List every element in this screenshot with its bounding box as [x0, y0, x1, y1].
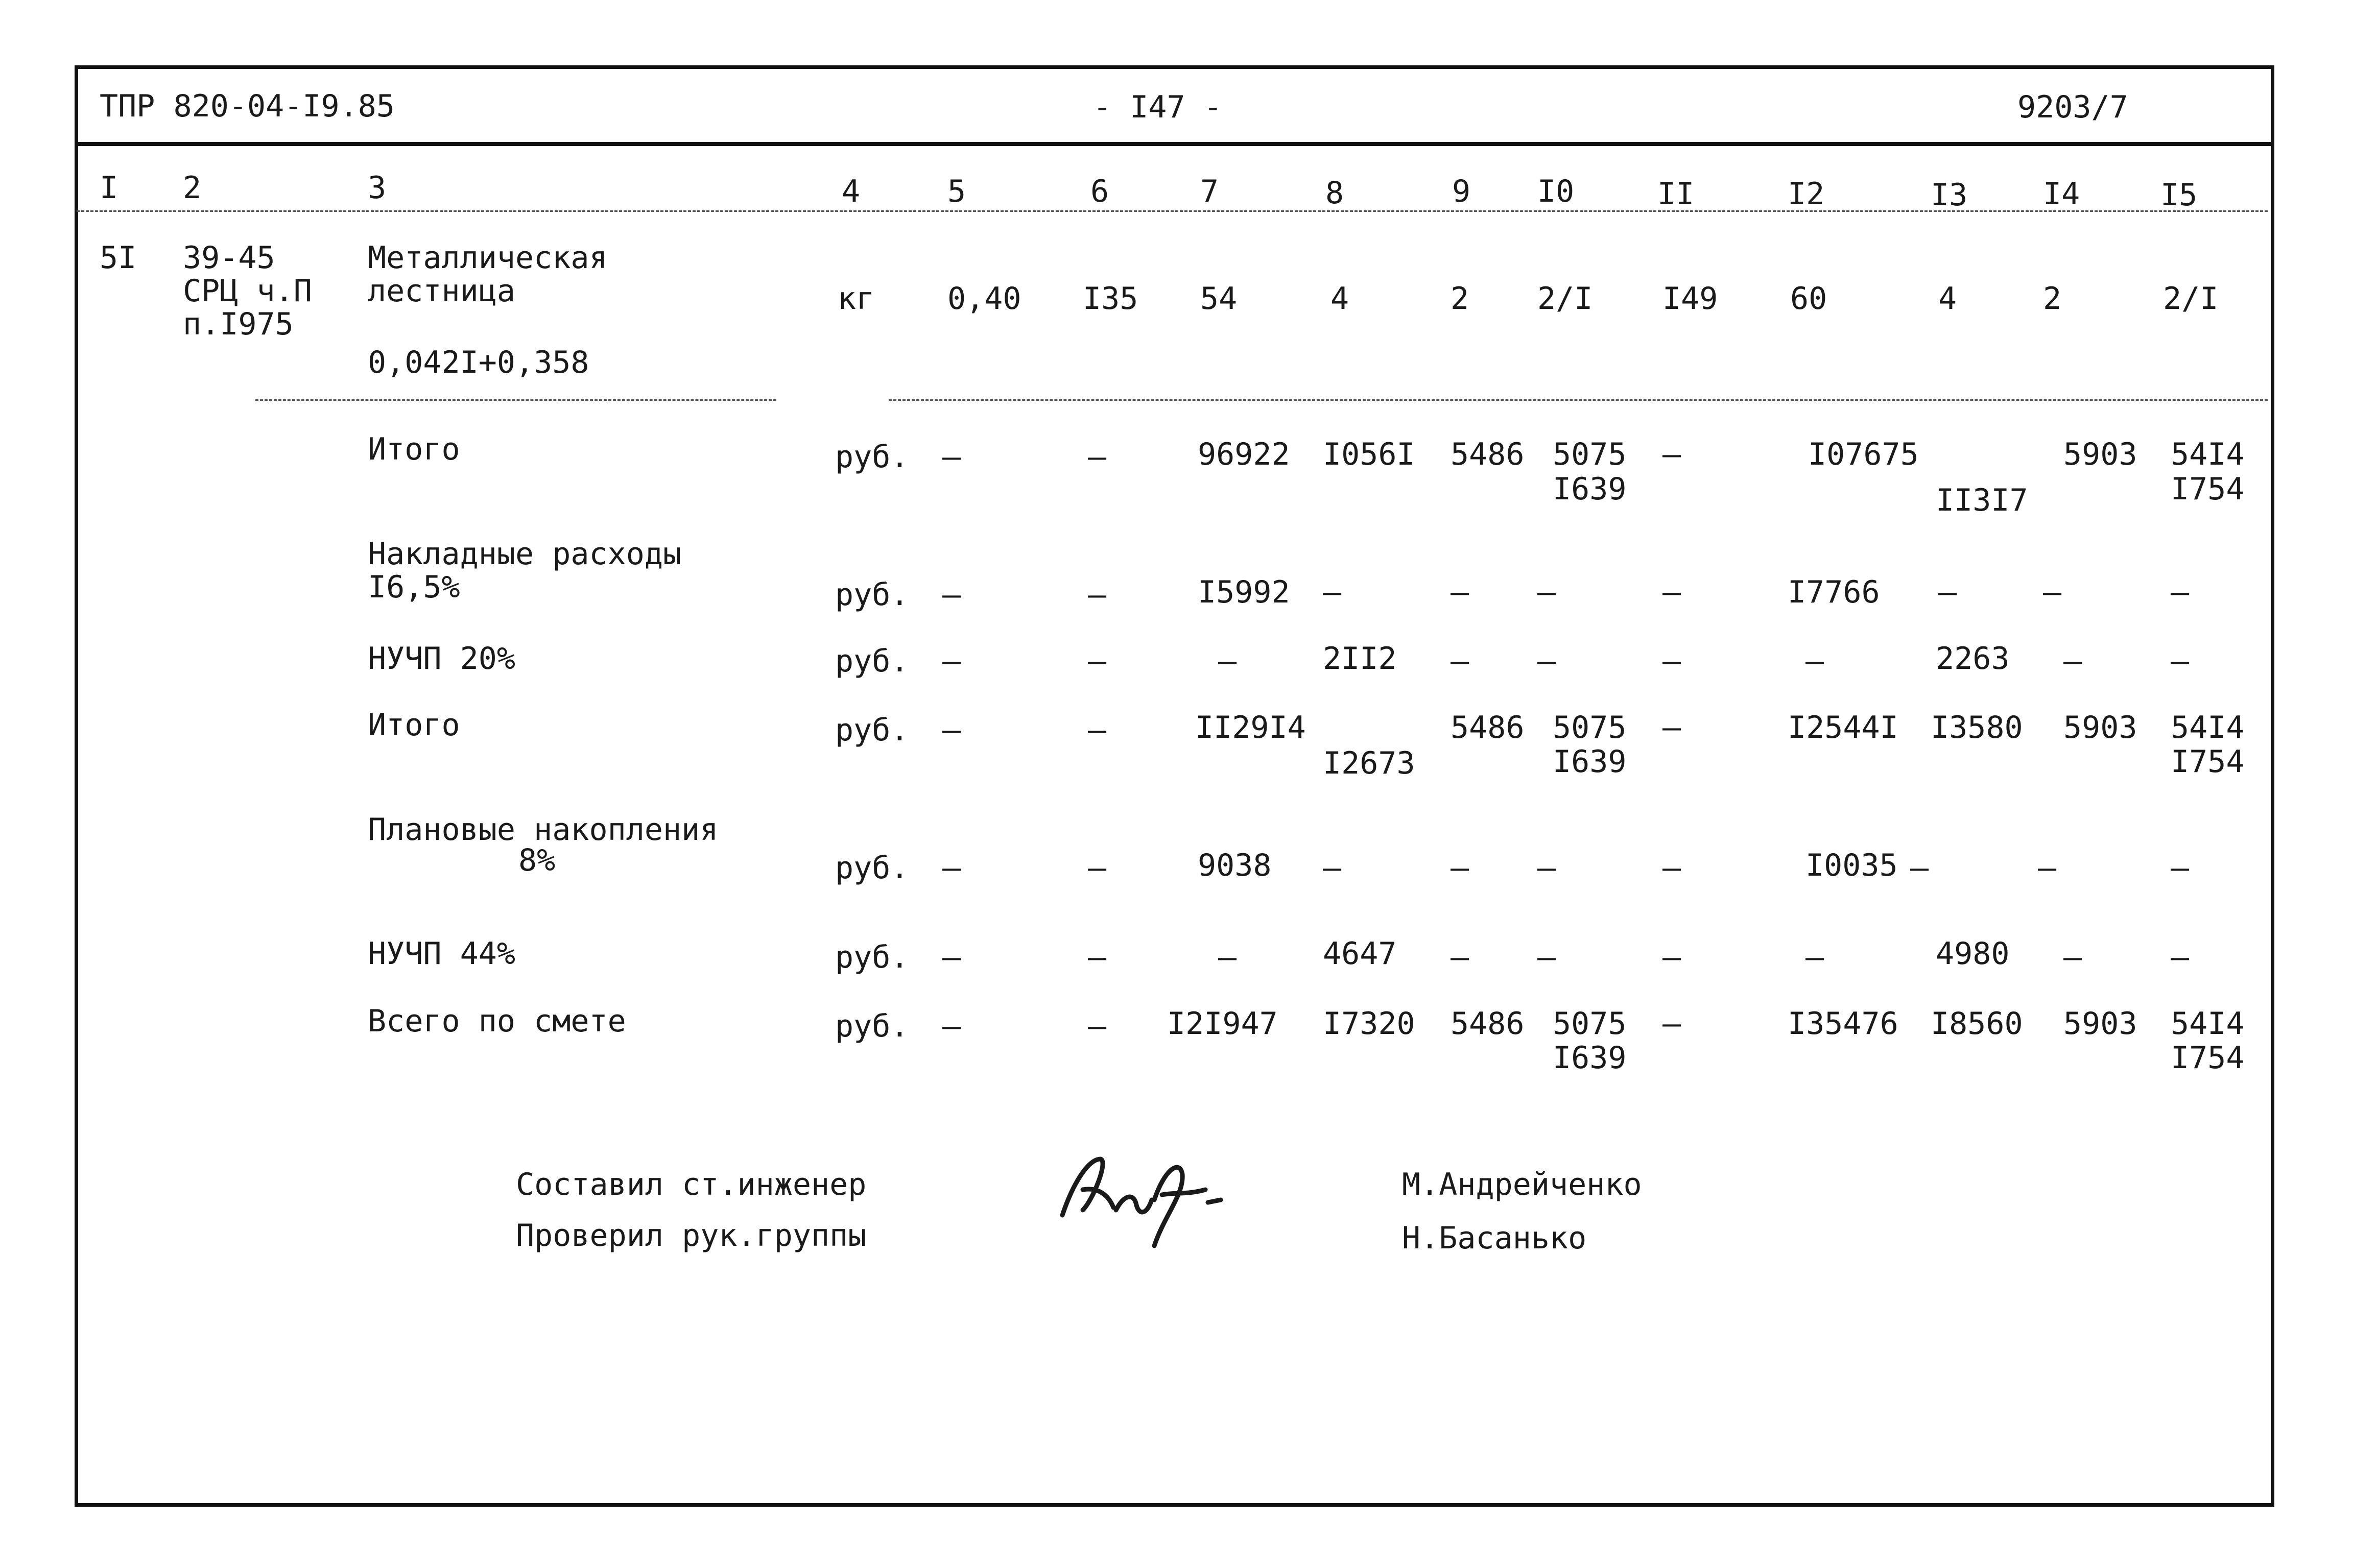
cell: I35476 — [1788, 1006, 1898, 1042]
row-label: НУЧП 44% — [368, 936, 515, 972]
cell-unit: кг — [838, 281, 875, 317]
row-label: Всего по смете — [368, 1003, 626, 1039]
cell: – — [1662, 437, 1681, 472]
cell: 5486 — [1451, 1006, 1525, 1042]
cell: 2/I — [2163, 281, 2219, 317]
item-name: лестница — [368, 273, 515, 309]
cell: I8560 — [1931, 1006, 2023, 1042]
cell: 60 — [1790, 281, 1827, 317]
cell: – — [1218, 643, 1237, 679]
ref-number: 9203/7 — [2017, 89, 2128, 125]
cell: – — [942, 643, 961, 679]
frame-top — [77, 65, 2273, 69]
cell: I056I — [1323, 437, 1415, 472]
cell: 5903 — [2063, 1006, 2137, 1042]
column-header: 8 — [1325, 175, 1344, 211]
column-header: 5 — [947, 174, 966, 209]
cell: 4980 — [1936, 936, 2010, 972]
compiled-by-label: Составил ст.инженер — [516, 1167, 867, 1202]
page-number: - I47 - — [1093, 89, 1222, 125]
cell: 0,40 — [947, 281, 1021, 317]
column-header: 4 — [842, 174, 861, 209]
cell: 4647 — [1323, 936, 1397, 972]
cell: – — [1088, 939, 1107, 975]
cell: – — [1088, 712, 1107, 748]
cell: 4 — [1938, 281, 1957, 317]
cell: – — [1537, 850, 1556, 886]
compiled-by-name: М.Андрейченко — [1402, 1167, 1642, 1202]
item-ref: 39-45 — [183, 240, 275, 276]
item-underline — [889, 399, 2268, 401]
cell: 5903 — [2063, 710, 2137, 745]
cell: – — [1662, 574, 1681, 610]
frame-bottom — [77, 1503, 2273, 1507]
column-header: I — [100, 170, 118, 206]
column-header: 7 — [1200, 174, 1219, 209]
cell: – — [1662, 850, 1681, 886]
cell: – — [1088, 439, 1107, 475]
cell: – — [1662, 939, 1681, 975]
cell: – — [942, 939, 961, 975]
cell: – — [1805, 643, 1824, 679]
cell: – — [1323, 850, 1342, 886]
item-ref: п.I975 — [183, 306, 294, 342]
cell: I2I947 — [1167, 1006, 1278, 1042]
cell: – — [1537, 574, 1556, 610]
header-divider — [77, 142, 2273, 146]
cell: – — [1218, 939, 1237, 975]
column-header: 6 — [1090, 174, 1109, 209]
row-label: Плановые накопления — [368, 812, 719, 848]
cell: I7320 — [1323, 1006, 1415, 1042]
cell-unit: руб. — [835, 577, 909, 613]
doc-code: ТПР 820-04-I9.85 — [100, 88, 395, 124]
item-number: 5I — [100, 240, 137, 276]
cell: II3I7 — [1936, 483, 2028, 518]
cell: – — [2063, 643, 2082, 679]
cell: I07675 — [1808, 437, 1919, 472]
cell: I7766 — [1788, 574, 1880, 610]
item-underline — [255, 399, 776, 401]
cell: I639 — [1553, 744, 1627, 780]
column-header: I0 — [1537, 174, 1575, 209]
cell: – — [1910, 850, 1929, 886]
column-header: 3 — [368, 170, 387, 206]
row-label: НУЧП 20% — [368, 641, 515, 677]
cell: 5075 — [1553, 710, 1627, 745]
cell: – — [1451, 574, 1469, 610]
cell: – — [1805, 939, 1824, 975]
cell: – — [2171, 574, 2190, 610]
cell: – — [2171, 850, 2190, 886]
cell: 2 — [2043, 281, 2062, 317]
cell: – — [1451, 850, 1469, 886]
cell: I639 — [1553, 471, 1627, 507]
cell: 54I4 — [2171, 437, 2245, 472]
column-header: I3 — [1931, 177, 1968, 213]
cell-unit: руб. — [835, 850, 909, 886]
cell: 9038 — [1198, 848, 1272, 883]
frame-right — [2271, 65, 2274, 1507]
cell: – — [1323, 574, 1342, 610]
cell: I639 — [1553, 1040, 1627, 1076]
column-header: 2 — [183, 170, 202, 206]
cell: – — [1662, 710, 1681, 745]
column-header: I4 — [2043, 176, 2080, 212]
column-header: 9 — [1452, 174, 1471, 209]
column-header: I2 — [1788, 176, 1825, 212]
cell: 54 — [1200, 281, 1238, 317]
cell: 5075 — [1553, 437, 1627, 472]
item-ref: СРЦ ч.П — [183, 273, 312, 309]
column-header: II — [1657, 176, 1695, 212]
cell: – — [942, 850, 961, 886]
cell: – — [1088, 577, 1107, 613]
cell: – — [1451, 643, 1469, 679]
cell: I35 — [1083, 281, 1138, 317]
cell: II29I4 — [1195, 710, 1306, 745]
row-label-rate: I6,5% — [368, 569, 460, 605]
cell: – — [942, 712, 961, 748]
cell: 5486 — [1451, 437, 1525, 472]
cell: – — [1537, 643, 1556, 679]
cell: 2/I — [1537, 281, 1593, 317]
checked-by-label: Проверил рук.группы — [516, 1218, 867, 1253]
row-label: Накладные расходы — [368, 536, 682, 572]
cell-unit: руб. — [835, 712, 909, 748]
cell: I5992 — [1198, 574, 1290, 610]
cell-unit: руб. — [835, 1008, 909, 1044]
cell: I0035 — [1805, 848, 1898, 883]
cell: I2673 — [1323, 745, 1415, 781]
cell: – — [1088, 1008, 1107, 1044]
column-header: I5 — [2160, 177, 2198, 213]
cell: I754 — [2171, 744, 2245, 780]
frame-left — [75, 65, 78, 1507]
cell: – — [1662, 643, 1681, 679]
cell: I2544I — [1788, 710, 1898, 745]
cell: I49 — [1662, 281, 1718, 317]
cell: 4 — [1330, 281, 1349, 317]
signature — [1052, 1139, 1236, 1256]
cell: – — [2038, 850, 2057, 886]
cell: – — [942, 439, 961, 475]
cell: – — [1938, 574, 1957, 610]
cell-unit: руб. — [835, 939, 909, 975]
cell: – — [1088, 643, 1107, 679]
column-header-underline — [77, 210, 2268, 212]
item-formula: 0,042I+0,358 — [368, 345, 589, 380]
row-label-rate: 8% — [518, 842, 556, 878]
row-label: Итого — [368, 431, 460, 467]
cell: 5903 — [2063, 437, 2137, 472]
checked-by-name: Н.Басанько — [1402, 1220, 1587, 1256]
cell: – — [942, 1008, 961, 1044]
cell: – — [2171, 643, 2190, 679]
cell: – — [1662, 1006, 1681, 1042]
cell: 2II2 — [1323, 641, 1397, 677]
cell: 54I4 — [2171, 710, 2245, 745]
cell: – — [1088, 850, 1107, 886]
cell: I3580 — [1931, 710, 2023, 745]
cell: 2 — [1451, 281, 1469, 317]
item-name: Металлическая — [368, 240, 608, 276]
cell: – — [1451, 939, 1469, 975]
cell: 54I4 — [2171, 1006, 2245, 1042]
row-label: Итого — [368, 707, 460, 743]
cell: 2263 — [1936, 641, 2010, 677]
cell: I754 — [2171, 1040, 2245, 1076]
cell-unit: руб. — [835, 643, 909, 679]
cell: 5075 — [1553, 1006, 1627, 1042]
cell: – — [2171, 939, 2190, 975]
cell: 5486 — [1451, 710, 1525, 745]
cell-unit: руб. — [835, 439, 909, 475]
cell: – — [2043, 574, 2062, 610]
cell: – — [1537, 939, 1556, 975]
cell: I754 — [2171, 471, 2245, 507]
cell: – — [2063, 939, 2082, 975]
cell: 96922 — [1198, 437, 1290, 472]
cell: – — [942, 577, 961, 613]
